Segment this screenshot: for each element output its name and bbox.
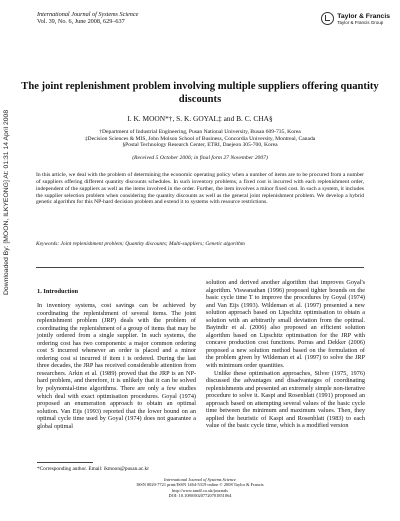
section-heading: 1. Introduction: [37, 288, 79, 295]
footer-url: http://www.tandf.co.uk/journals: [172, 487, 228, 493]
journal-header: [37, 11, 138, 26]
right-column: [206, 279, 365, 430]
publisher-tagline: Taylor & Francis Group: [337, 19, 384, 25]
footer-journal: International Journal of Systems Science: [164, 477, 236, 482]
footnote: *Corresponding author. Email: ikmoon@pusan.ac.kr: [37, 466, 149, 472]
page-footer: [100, 477, 300, 499]
download-watermark: Downloaded By: [MOON, ILKYEONG] At: 01:31 14 April 2008: [3, 109, 10, 295]
footer-doi: DOI: 10.1080/00207720701851064: [168, 493, 232, 499]
affiliation-1: †Department of Industrial Engineering, Pusan National University, Busan 609-735, Korea: [99, 129, 301, 135]
paragraph: Unlike these optimisation approaches, Silver (1975, 1976) discussed the advantages and disadvantages of coordinating replenishments and presented an extremely simple non-iterative procedure to solve it. Kaspi and Rosenblatt (1991) proposed an approach based on attempting several values of the basic cycle time between the minimum and maximum values. Then, they applied the heuristic of Kaspi and Rosenblatt (1983) to each value of the basic cycle time, which is a modified version: [206, 369, 365, 430]
abstract: In this article, we deal with the problem of determining the economic operating policy when a number of items are to be procured from a number of suppliers offering different quantity discounts schedules. In such inventory problems, a fixed cost is incurred with each replenishment order, independent of the suppliers as well as the items involved in the order. Further, the item involves a minor fixed cost. In such a system, it includes the supplier selection problem when considering the quantity discounts as well as the general joint replenishment problem. We develop a hybrid genetic algorithm for this NP-hard decision problem and extend it to systems with resource restrictions.: [36, 172, 364, 206]
publisher-name: Taylor & Francis: [337, 12, 390, 20]
journal-name: International Journal of Systems Science: [37, 11, 139, 18]
affiliation-2: ‡Decision Sciences & MIS, John Molson School of Business, Concordia University, Montreal, Canada: [84, 135, 316, 142]
keywords: Keywords: Joint replenishment problem; Quantity discounts; Multi-suppliers; Genetic algorithm: [36, 241, 245, 247]
footnote-divider: [37, 462, 93, 463]
paragraph: solution and derived another algorithm that improves Goyal's algorithm. Viswanathan (1996) proposed tighter bounds on the basic cycle time T to improve the procedures by Goyal (1974) and Van Eijs (1993). Wildeman et al. (1997) presented a new solution approach based on Lipschitz optimisation to obtain a solution with an arbitrarily small deviation from the optimal. Bayindir et al. (2006) also proposed an efficient solution algorithm based on Lipschitz optimisation for the JRP with concave production cost functions. Porras and Dekker (2006) proposed a new solution method based on the formulation of the problem given by Wildeman et al. (1997) to solve the JRP with minimum order quantities.: [206, 279, 365, 370]
received-dates: (Received 5 October 2006; in final form 27 November 2007): [132, 155, 268, 161]
left-column: [37, 302, 196, 430]
journal-volume: Vol. 39, No. 6, June 2008, 629–637: [37, 18, 125, 26]
abstract-divider: [36, 267, 364, 268]
publisher-emblem-icon: [321, 12, 334, 25]
publisher-logo: [321, 12, 390, 25]
affiliation-3: §Postal Technology Research Center, ETRI, Daejeon 305-700, Korea: [122, 142, 278, 149]
paragraph: In inventory systems, cost savings can be achieved by coordinating the replenishment of several items. The joint replenishment problem (JRP) deals with the problem of coordinating the replenishment of a group of items that may be jointly ordered from a single supplier. In such systems, the ordering cost has two components: a major common ordering cost S incurred whenever an order is placed and a minor ordering cost si incurred if item i is ordered. During the last three decades, the JRP has received considerable attention from researchers. Arkin et al. (1989) proved that the JRP is an NP-hard problem, and therefore, it is unlikely that it can be solved by polynomial-time algorithms. There are only a few studies which deal with exact optimisation procedures. Goyal (1974) proposed an enumeration approach to obtain an optimal solution. Van Eijs (1993) reported that the lower bound on an optimal cycle time used by Goyal (1974) does not guarantee a global optimal: [37, 302, 196, 430]
paper-title: The joint replenishment problem involving multiple suppliers offering quantity discounts: [21, 81, 379, 105]
affiliations: [20, 129, 380, 149]
footer-issn: ISSN 0020-7721 print/ISSN 1464-5319 online © 2008 Taylor & Francis: [136, 482, 264, 488]
author-list: I. K. MOON*†, S. K. GOYAL‡ and B. C. CHA§: [127, 114, 273, 123]
